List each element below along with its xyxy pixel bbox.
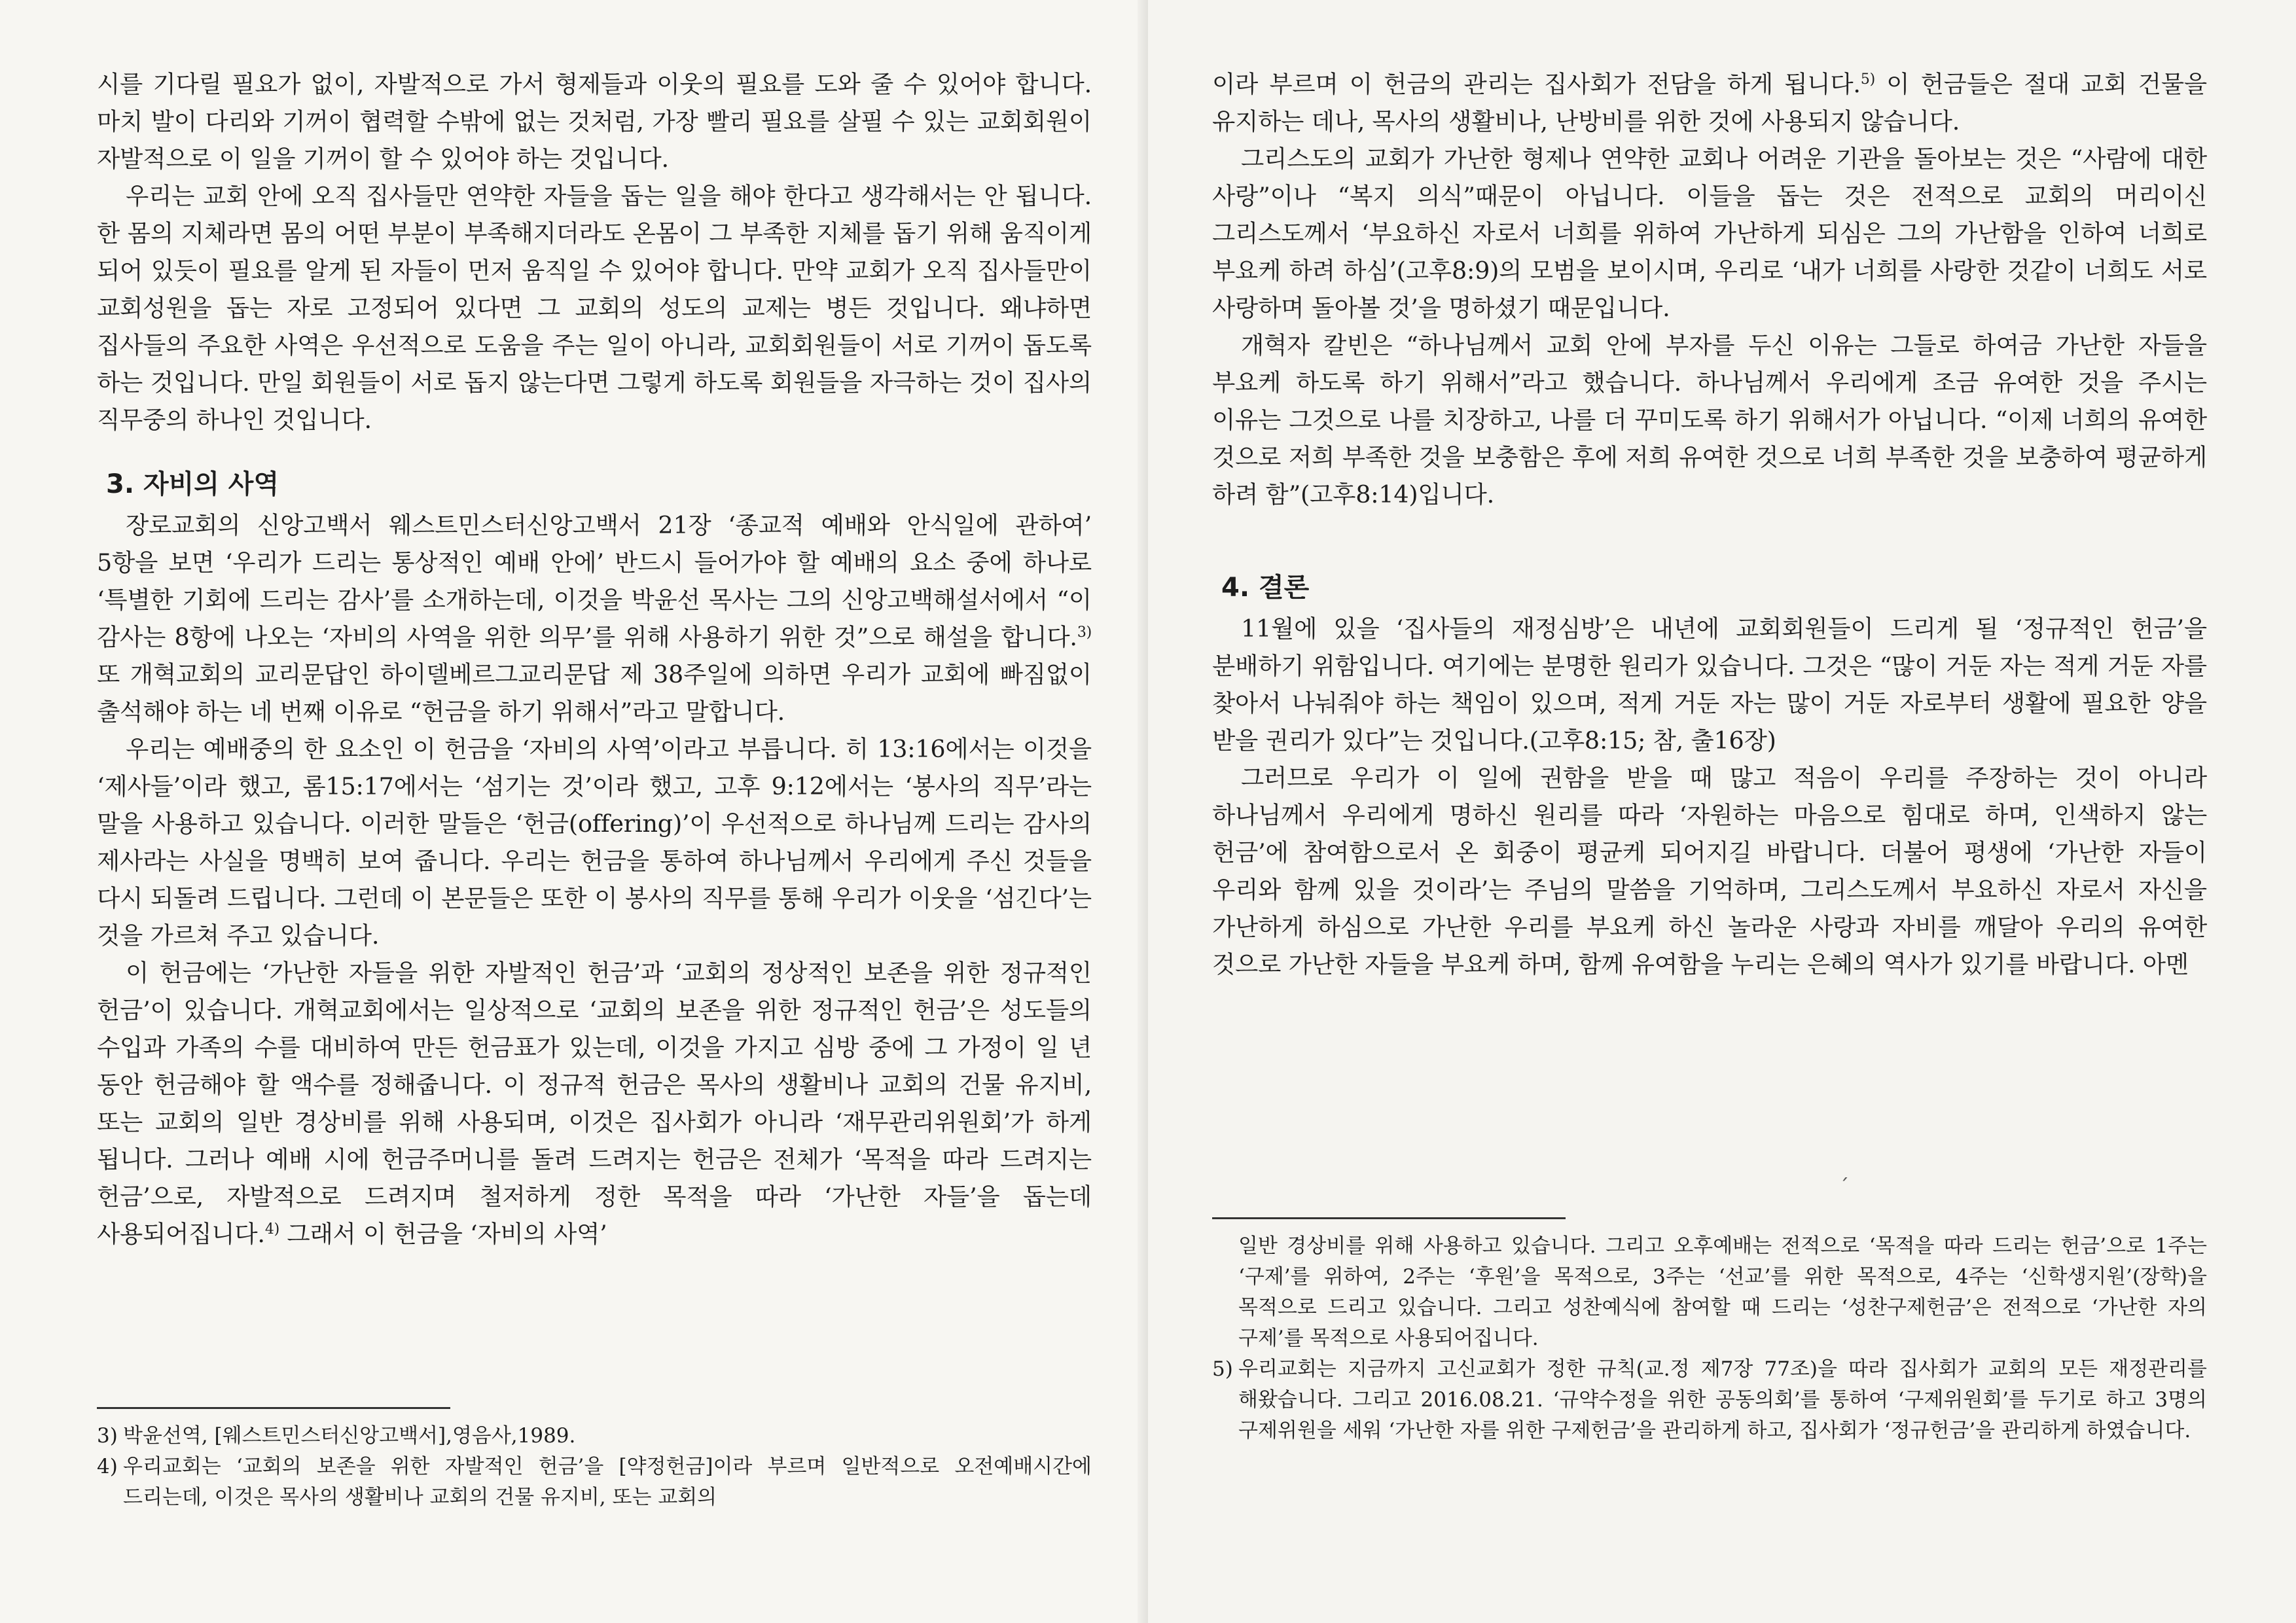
footnote-divider <box>1212 1217 1566 1219</box>
section-heading-conclusion: 4. 결론 <box>1221 573 1310 603</box>
footnote-ref: 5) <box>1860 71 1876 88</box>
paragraph: 이라 부르며 이 헌금의 관리는 집사회가 전담을 하게 됩니다.$^{5)}$ 이 헌금들은 절대 교회 건물을 유지하는 데나, 목사의 생활비나, 난방비를 위한 것에 사용되지 않습니다. <box>1212 70 2207 135</box>
paragraph: 개혁자 칼빈은 “하나님께서 교회 안에 부자를 두신 이유는 그들로 하여금 가난한 자들을 부요케 하도록 하기 위해서”라고 했습니다. 하나님께서 우리에게 조금 유여한 것을 주시는 이유는 그것으로 나를 치장하고, 나를 더 꾸미도록 하기 위해서가 아닙니다. “이제 너희의 유여한 것으로 저희 부족한 것을 보충함은 후에 저희 유여한 것으로 너희 부족한 것을 보충하여 평균하게 하려 함”(고후8:14)입니다. <box>1212 331 2207 508</box>
section-heading-mercy-ministry: 3. 자비의 사역 <box>106 469 279 499</box>
paragraph: 그러므로 우리가 이 일에 권함을 받을 때 많고 적음이 우리를 주장하는 것이 아니라 하나님께서 우리에게 명하신 원리를 따라 ‘자원하는 마음으로 힘대로 하며, 인색하지 않는 헌금’에 참여함으로서 온 회중이 평균케 되어지길 바랍니다. 더불어 평생에 ‘가난한 자들이 우리와 함께 있을 것이라’는 주님의 말씀을 기억하며, 그리스도께서 부요하신 자로서 자신을 가난하게 하심으로 가난한 우리를 부요케 하신 놀라운 사랑과 자비를 깨달아 우리의 유여한 것으로 가난한 자들을 부요케 하며, 함께 유여함을 누리는 은혜의 역사가 있기를 바랍니다. 아멘 <box>1212 764 2207 978</box>
paragraph: 우리는 교회 안에 오직 집사들만 연약한 자들을 돕는 일을 해야 한다고 생각해서는 안 됩니다. 한 몸의 지체라면 몸의 어떤 부분이 부족해지더라도 온몸이 그 부족한 지체를 돕기 위해 움직이게 되어 있듯이 필요를 알게 된 자들이 먼저 움직일 수 있어야 합니다. 만약 교회가 오직 집사들만이 교회성원을 돕는 자로 고정되어 있다면 그 교회의 성도의 교제는 병든 것입니다. 왜냐하면 집사들의 주요한 사역은 우선적으로 도움을 주는 일이 아니라, 교회회원들이 서로 기꺼이 돕도록 하는 것입니다. 만일 회원들이 서로 돕지 않는다면 그렇게 하도록 회원들을 자극하는 것이 집사의 직무중의 하나인 것입니다. <box>97 182 1092 434</box>
left-column <box>97 65 1092 1253</box>
footnote: 4) 우리교회는 ‘교회의 보존을 위한 자발적인 헌금’을 [약정헌금]이라 부르며 일반적으로 오전예배시간에 드리는데, 이것은 목사의 생활비나 교회의 건물 유지비, 또는 교회의 <box>97 1455 1092 1509</box>
paragraph: 11월에 있을 ‘집사들의 재정심방’은 내년에 교회회원들이 드리게 될 ‘정규적인 헌금’을 분배하기 위함입니다. 여기에는 분명한 원리가 있습니다. 그것은 “많이 거둔 자는 적게 거둔 자를 찾아서 나눠줘야 하는 책임이 있으며, 적게 거둔 자는 많이 거둔 자로부터 생활에 필요한 양을 받을 권리가 있다”는 것입니다.(고후8:15; 참, 출16장) <box>1212 615 2207 755</box>
footnote: 3) 박윤선역, [웨스트민스터신앙고백서],영음사,1989. <box>97 1424 576 1448</box>
right-column <box>1212 65 2207 983</box>
pen-mark: ˊ <box>1839 1175 1849 1198</box>
footnote-ref: 3) <box>1077 624 1092 641</box>
footnotes <box>1212 1217 2207 1446</box>
paragraph: 시를 기다릴 필요가 없이, 자발적으로 가서 형제들과 이웃의 필요를 도와 줄 수 있어야 합니다. 마치 발이 다리와 기꺼이 협력할 수밖에 없는 것처럼, 가장 빨리 필요를 살필 수 있는 교회회원이 자발적으로 이 일을 기꺼이 할 수 있어야 하는 것입니다. <box>97 70 1092 173</box>
right-page <box>1148 0 2296 1623</box>
paragraph: 그리스도의 교회가 가난한 형제나 연약한 교회나 어려운 기관을 돌아보는 것은 “사람에 대한 사랑”이나 “복지 의식”때문이 아닙니다. 이들을 돕는 것은 전적으로 교회의 머리이신 그리스도께서 ‘부요하신 자로서 너희를 위하여 가난하게 되심은 그의 가난함을 인하여 너희로 부요케 하려 하심’(고후8:9)의 모범을 보이시며, 우리로 ‘내가 너희를 사랑한 것같이 너희도 서로 사랑하며 돌아볼 것’을 명하셨기 때문입니다. <box>1212 145 2207 322</box>
paragraph: 우리는 예배중의 한 요소인 이 헌금을 ‘자비의 사역’이라고 부릅니다. 히 13:16에서는 이것을 ‘제사들’이라 했고, 롬15:17에서는 ‘섬기는 것’이라 했고, 고후 9:12에서는 ‘봉사의 직무’라는 말을 사용하고 있습니다. 이러한 말들은 ‘헌금(offering)’이 우선적으로 하나님께 드리는 감사의 제사라는 사실을 명백히 보여 줍니다. 우리는 헌금을 통하여 하나님께서 우리에게 주신 것들을 다시 되돌려 드립니다. 그런데 이 본문들은 또한 이 봉사의 직무를 통해 우리가 이웃을 ‘섬긴다’는 것을 가르쳐 주고 있습니다. <box>97 735 1092 950</box>
paragraph: 이 헌금에는 ‘가난한 자들을 위한 자발적인 헌금’과 ‘교회의 정상적인 보존을 위한 정규적인 헌금’이 있습니다. 개혁교회에서는 일상적으로 ‘교회의 보존을 위한 정규적인 헌금’은 성도들의 수입과 가족의 수를 대비하여 만든 헌금표가 있는데, 이것을 가지고 심방 중에 그 가정이 일 년 동안 헌금해야 할 액수를 정해줍니다. 이 정규적 헌금은 목사의 생활비나 교회의 건물 유지비, 또는 교회의 일반 경상비를 위해 사용되며, 이것은 집사회가 아니라 ‘재무관리위원회’가 하게 됩니다. 그러나 예배 시에 헌금주머니를 돌려 드려지는 헌금은 전체가 ‘목적을 따라 드려지는 헌금’으로, 자발적으로 드려지며 철저하게 정한 목적을 따라 ‘가난한 자들’을 돕는데 사용되어집니다.$^{4)}$ 그래서 이 헌금을 ‘자비의 사역’ <box>97 959 1092 1248</box>
footnote-divider <box>97 1407 450 1409</box>
footnote: 5) 우리교회는 지금까지 고신교회가 정한 규칙(교.정 제7장 77조)을 따라 집사회가 교회의 모든 재정관리를 해왔습니다. 그리고 2016.08.21. ‘규약수정을 위한 공동의회’를 통하여 ‘구제위원회’를 두기로 하고 3명의 구제위원을 세워 ‘가난한 자를 위한 구제헌금’을 관리하게 하고, 집사회가 ‘정규헌금’을 관리하게 하였습니다. <box>1212 1357 2207 1442</box>
footnotes <box>97 1407 1092 1513</box>
footnote-ref: 4) <box>264 1221 280 1238</box>
footnote-continued: 일반 경상비를 위해 사용하고 있습니다. 그리고 오후예배는 전적으로 ‘목적을 따라 드리는 헌금’으로 1주는 ‘구제’를 위하여, 2주는 ‘후원’을 목적으로, 3주는 ‘선교’를 위한 목적으로, 4주는 ‘신학생지원’(장학)을 목적으로 드리고 있습니다. 그리고 성찬예식에 참여할 때 드리는 ‘성찬구제헌금’은 전적으로 ‘가난한 자의 구제’를 목적으로 사용되어집니다. <box>1238 1234 2207 1350</box>
paragraph: 장로교회의 신앙고백서 웨스트민스터신앙고백서 21장 ‘종교적 예배와 안식일에 관하여’ 5항을 보면 ‘우리가 드리는 통상적인 예배 안에’ 반드시 들어가야 할 예배의 요소 중에 하나로 ‘특별한 기회에 드리는 감사’를 소개하는데, 이것을 박윤선 목사는 그의 신앙고백해설서에서 “이 감사는 8항에 나오는 ‘자비의 사역을 위한 의무’를 위해 사용하기 위한 것”으로 해설을 합니다.$^{3)}$ 또 개혁교회의 교리문답인 하이델베르그교리문답 제 38주일에 의하면 우리가 교회에 빠짐없이 출석해야 하는 네 번째 이유로 “헌금을 하기 위해서”라고 말합니다. <box>97 511 1092 726</box>
